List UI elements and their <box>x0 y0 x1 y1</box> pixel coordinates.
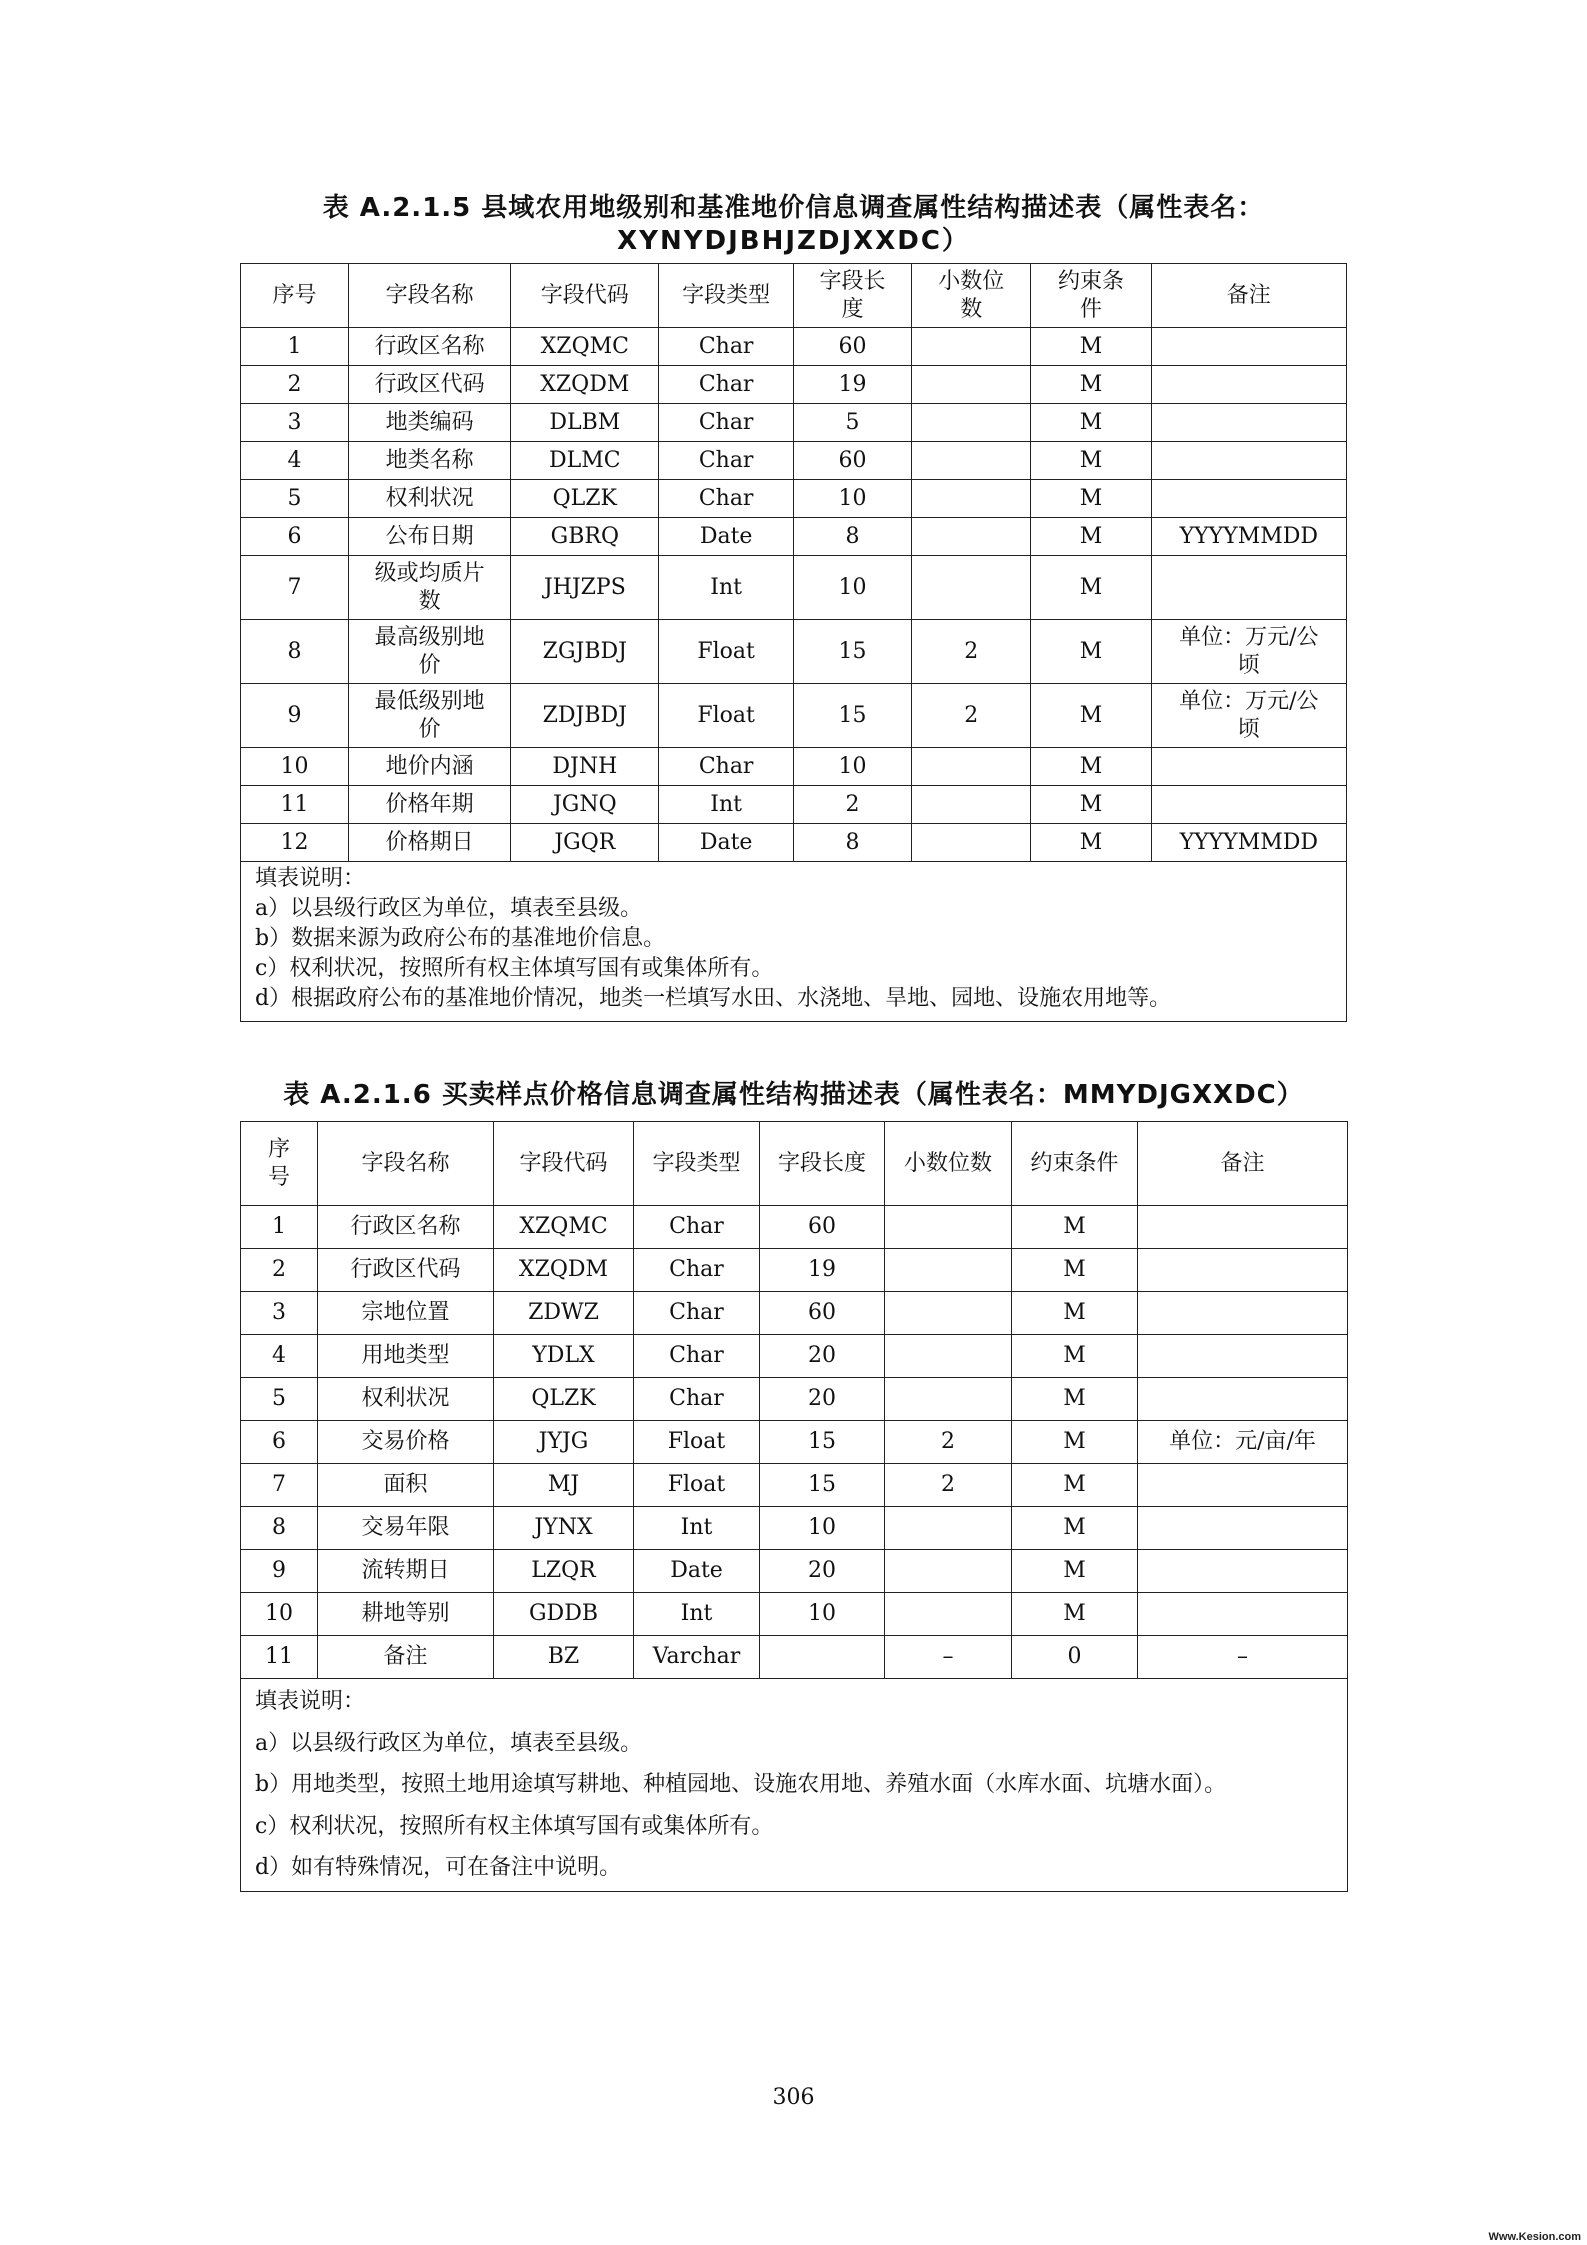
cell-remark <box>1138 1378 1348 1421</box>
header-seq: 序 号 <box>241 1122 318 1206</box>
watermark: Www.Kesion.com <box>1488 2231 1581 2243</box>
cell-decimals <box>885 1335 1012 1378</box>
cell-field-type: Varchar <box>634 1636 760 1679</box>
cell-remark <box>1151 786 1346 824</box>
cell-decimals <box>885 1550 1012 1593</box>
header-field-name: 字段名称 <box>318 1122 494 1206</box>
table1-header-row <box>241 264 1347 328</box>
cell-field-name: 面积 <box>318 1464 494 1507</box>
cell-field-type: Int <box>659 786 794 824</box>
cell-remark <box>1138 1335 1348 1378</box>
table-row <box>241 824 1347 862</box>
cell-field-code: DLBM <box>511 404 659 442</box>
cell-field-type: Char <box>659 480 794 518</box>
cell-seq: 9 <box>241 1550 318 1593</box>
cell-seq: 8 <box>241 1507 318 1550</box>
cell-remark: YYYYMMDD <box>1151 824 1346 862</box>
table-row <box>241 1249 1348 1292</box>
cell-decimals <box>912 328 1031 366</box>
cell-seq: 11 <box>241 1636 318 1679</box>
cell-field-type: Char <box>659 748 794 786</box>
cell-field-code: JGQR <box>511 824 659 862</box>
cell-field-type: Char <box>659 328 794 366</box>
cell-field-code: JHJZPS <box>511 556 659 620</box>
table-row <box>241 1335 1348 1378</box>
cell-field-name: 行政区代码 <box>348 366 510 404</box>
cell-seq: 10 <box>241 748 349 786</box>
note-item: d）根据政府公布的基准地价情况，地类一栏填写水田、水浇地、旱地、园地、设施农用地等。 <box>255 986 1172 1011</box>
cell-seq: 5 <box>241 480 349 518</box>
table2-body <box>241 1206 1348 1892</box>
cell-field-name: 流转期日 <box>318 1550 494 1593</box>
cell-field-name: 备注 <box>318 1636 494 1679</box>
cell-field-length: 20 <box>760 1550 885 1593</box>
table2 <box>240 1121 1348 1892</box>
note-item: c）权利状况，按照所有权主体填写国有或集体所有。 <box>255 1813 774 1839</box>
cell-seq: 1 <box>241 328 349 366</box>
cell-constraint: M <box>1012 1292 1138 1335</box>
notes-heading: 填表说明： <box>255 1689 366 1714</box>
cell-field-code: JYNX <box>494 1507 634 1550</box>
cell-field-code: GDDB <box>494 1593 634 1636</box>
cell-decimals <box>885 1507 1012 1550</box>
cell-constraint: M <box>1031 620 1151 684</box>
cell-remark <box>1138 1206 1348 1249</box>
cell-field-name: 行政区名称 <box>348 328 510 366</box>
table-row <box>241 684 1347 748</box>
cell-seq: 4 <box>241 442 349 480</box>
cell-remark <box>1138 1550 1348 1593</box>
cell-decimals: – <box>885 1636 1012 1679</box>
cell-field-name: 交易价格 <box>318 1421 494 1464</box>
cell-seq: 4 <box>241 1335 318 1378</box>
cell-field-length: 15 <box>760 1464 885 1507</box>
cell-field-type: Date <box>634 1550 760 1593</box>
table-row <box>241 1206 1348 1249</box>
cell-field-code: DJNH <box>511 748 659 786</box>
cell-remark <box>1151 404 1346 442</box>
cell-seq: 1 <box>241 1206 318 1249</box>
table-row <box>241 1292 1348 1335</box>
cell-field-length: 15 <box>793 684 911 748</box>
cell-remark <box>1138 1292 1348 1335</box>
cell-field-type: Date <box>659 824 794 862</box>
cell-field-code: DLMC <box>511 442 659 480</box>
cell-field-code: XZQDM <box>511 366 659 404</box>
cell-field-length: 15 <box>760 1421 885 1464</box>
cell-decimals <box>912 556 1031 620</box>
cell-field-name: 用地类型 <box>318 1335 494 1378</box>
cell-remark: 单位：万元/公 顷 <box>1151 684 1346 748</box>
cell-seq: 2 <box>241 366 349 404</box>
cell-constraint: M <box>1012 1335 1138 1378</box>
table-row <box>241 620 1347 684</box>
table-row <box>241 748 1347 786</box>
page-number: 306 <box>772 2085 815 2110</box>
header-field-code: 字段代码 <box>511 264 659 328</box>
cell-field-type: Float <box>634 1421 760 1464</box>
cell-field-length: 20 <box>760 1378 885 1421</box>
cell-field-name: 地类名称 <box>348 442 510 480</box>
cell-decimals <box>912 404 1031 442</box>
cell-constraint: M <box>1012 1507 1138 1550</box>
cell-constraint: M <box>1031 404 1151 442</box>
cell-constraint: M <box>1031 824 1151 862</box>
cell-constraint: M <box>1031 480 1151 518</box>
cell-decimals <box>885 1249 1012 1292</box>
cell-field-type: Int <box>634 1507 760 1550</box>
cell-decimals <box>912 366 1031 404</box>
header-field-code: 字段代码 <box>494 1122 634 1206</box>
cell-field-name: 宗地位置 <box>318 1292 494 1335</box>
cell-decimals <box>912 518 1031 556</box>
header-field-type: 字段类型 <box>659 264 794 328</box>
cell-field-code: XZQMC <box>494 1206 634 1249</box>
cell-field-type: Char <box>634 1249 760 1292</box>
cell-field-type: Char <box>634 1292 760 1335</box>
note-item: b）数据来源为政府公布的基准地价信息。 <box>255 926 666 951</box>
cell-field-length <box>760 1636 885 1679</box>
cell-constraint: M <box>1012 1593 1138 1636</box>
cell-field-length: 10 <box>793 480 911 518</box>
cell-decimals <box>912 442 1031 480</box>
cell-field-name: 级或均质片 数 <box>348 556 510 620</box>
cell-constraint: M <box>1012 1464 1138 1507</box>
header-constraint: 约束条件 <box>1012 1122 1138 1206</box>
cell-field-type: Date <box>659 518 794 556</box>
cell-remark <box>1151 328 1346 366</box>
cell-field-length: 60 <box>760 1292 885 1335</box>
table-row <box>241 1464 1348 1507</box>
fill-instructions <box>241 862 1347 1022</box>
cell-remark <box>1151 556 1346 620</box>
cell-field-name: 耕地等别 <box>318 1593 494 1636</box>
cell-remark <box>1151 366 1346 404</box>
header-field-type: 字段类型 <box>634 1122 760 1206</box>
cell-field-length: 10 <box>793 748 911 786</box>
cell-field-length: 19 <box>760 1249 885 1292</box>
table1-caption-line1: 表 A.2.1.5 县域农用地级别和基准地价信息调查属性结构描述表（属性表名： <box>322 193 1265 223</box>
cell-field-length: 60 <box>760 1206 885 1249</box>
cell-seq: 3 <box>241 1292 318 1335</box>
cell-field-length: 2 <box>793 786 911 824</box>
table1-body <box>241 328 1347 1022</box>
cell-field-name: 公布日期 <box>348 518 510 556</box>
cell-remark: – <box>1138 1636 1348 1679</box>
cell-field-code: XZQMC <box>511 328 659 366</box>
cell-remark <box>1138 1249 1348 1292</box>
table1 <box>240 263 1347 1022</box>
table-row <box>241 366 1347 404</box>
table2-caption: 表 A.2.1.6 买卖样点价格信息调查属性结构描述表（属性表名：MMYDJGXXDC） <box>283 1080 1304 1110</box>
cell-field-length: 15 <box>793 620 911 684</box>
cell-remark <box>1138 1593 1348 1636</box>
table2-notes-row <box>241 1679 1348 1892</box>
cell-field-code: YDLX <box>494 1335 634 1378</box>
cell-seq: 11 <box>241 786 349 824</box>
cell-field-code: QLZK <box>494 1378 634 1421</box>
cell-remark <box>1138 1507 1348 1550</box>
table-row <box>241 518 1347 556</box>
cell-field-length: 60 <box>793 328 911 366</box>
cell-field-name: 地价内涵 <box>348 748 510 786</box>
cell-seq: 7 <box>241 1464 318 1507</box>
cell-field-code: ZGJBDJ <box>511 620 659 684</box>
cell-seq: 9 <box>241 684 349 748</box>
cell-field-length: 19 <box>793 366 911 404</box>
cell-field-name: 最高级别地 价 <box>348 620 510 684</box>
cell-seq: 3 <box>241 404 349 442</box>
header-remark: 备注 <box>1138 1122 1348 1206</box>
cell-field-code: ZDWZ <box>494 1292 634 1335</box>
cell-decimals <box>885 1206 1012 1249</box>
cell-seq: 6 <box>241 518 349 556</box>
cell-decimals: 2 <box>885 1464 1012 1507</box>
table2-header-row <box>241 1122 1348 1206</box>
header-decimals: 小数位数 <box>885 1122 1012 1206</box>
cell-field-type: Char <box>634 1378 760 1421</box>
fill-instructions <box>241 1679 1348 1892</box>
table1-notes-row <box>241 862 1347 1022</box>
table-row <box>241 1378 1348 1421</box>
cell-field-code: JGNQ <box>511 786 659 824</box>
cell-field-type: Char <box>634 1335 760 1378</box>
header-seq: 序号 <box>241 264 349 328</box>
table1-caption-line2: XYNYDJBHJZDJXXDC） <box>617 226 970 256</box>
table-row <box>241 1593 1348 1636</box>
table-row <box>241 1421 1348 1464</box>
table-row <box>241 442 1347 480</box>
cell-field-name: 交易年限 <box>318 1507 494 1550</box>
cell-seq: 12 <box>241 824 349 862</box>
cell-decimals <box>912 824 1031 862</box>
cell-seq: 2 <box>241 1249 318 1292</box>
cell-field-code: JYJG <box>494 1421 634 1464</box>
header-field-name: 字段名称 <box>348 264 510 328</box>
cell-constraint: 0 <box>1012 1636 1138 1679</box>
cell-constraint: M <box>1012 1550 1138 1593</box>
header-field-length: 字段长 度 <box>793 264 911 328</box>
cell-remark <box>1151 748 1346 786</box>
table-row <box>241 1550 1348 1593</box>
cell-constraint: M <box>1031 786 1151 824</box>
cell-field-name: 最低级别地 价 <box>348 684 510 748</box>
cell-field-type: Char <box>659 404 794 442</box>
cell-field-code: ZDJBDJ <box>511 684 659 748</box>
cell-constraint: M <box>1031 684 1151 748</box>
cell-field-type: Int <box>634 1593 760 1636</box>
header-decimals: 小数位 数 <box>912 264 1031 328</box>
note-item: b）用地类型，按照土地用途填写耕地、种植园地、设施农用地、养殖水面（水库水面、坑塘水面）。 <box>255 1772 1227 1797</box>
cell-seq: 10 <box>241 1593 318 1636</box>
cell-remark: YYYYMMDD <box>1151 518 1346 556</box>
cell-constraint: M <box>1012 1206 1138 1249</box>
note-item: a）以县级行政区为单位，填表至县级。 <box>255 896 643 921</box>
table1-header <box>241 264 1347 328</box>
cell-field-type: Char <box>634 1206 760 1249</box>
note-item: c）权利状况，按照所有权主体填写国有或集体所有。 <box>255 956 774 981</box>
cell-field-type: Int <box>659 556 794 620</box>
cell-field-name: 价格年期 <box>348 786 510 824</box>
cell-field-code: QLZK <box>511 480 659 518</box>
cell-decimals: 2 <box>885 1421 1012 1464</box>
cell-constraint: M <box>1031 748 1151 786</box>
cell-field-length: 8 <box>793 518 911 556</box>
cell-field-code: LZQR <box>494 1550 634 1593</box>
table-row <box>241 328 1347 366</box>
table-row <box>241 404 1347 442</box>
cell-decimals <box>912 748 1031 786</box>
cell-field-length: 60 <box>793 442 911 480</box>
cell-field-length: 10 <box>760 1593 885 1636</box>
cell-decimals <box>885 1292 1012 1335</box>
header-constraint: 约束条 件 <box>1031 264 1151 328</box>
cell-constraint: M <box>1012 1421 1138 1464</box>
cell-seq: 6 <box>241 1421 318 1464</box>
table-row <box>241 556 1347 620</box>
cell-field-type: Char <box>659 366 794 404</box>
cell-decimals <box>885 1378 1012 1421</box>
cell-decimals: 2 <box>912 620 1031 684</box>
cell-field-type: Char <box>659 442 794 480</box>
cell-field-type: Float <box>634 1464 760 1507</box>
header-field-length: 字段长度 <box>760 1122 885 1206</box>
cell-constraint: M <box>1031 366 1151 404</box>
table-row <box>241 1507 1348 1550</box>
cell-constraint: M <box>1031 518 1151 556</box>
cell-field-code: XZQDM <box>494 1249 634 1292</box>
cell-field-type: Float <box>659 620 794 684</box>
cell-field-name: 价格期日 <box>348 824 510 862</box>
cell-field-length: 10 <box>760 1507 885 1550</box>
cell-constraint: M <box>1012 1378 1138 1421</box>
cell-constraint: M <box>1031 442 1151 480</box>
cell-field-name: 权利状况 <box>348 480 510 518</box>
cell-decimals <box>885 1593 1012 1636</box>
table-row <box>241 786 1347 824</box>
cell-field-name: 行政区名称 <box>318 1206 494 1249</box>
cell-field-length: 20 <box>760 1335 885 1378</box>
cell-field-length: 10 <box>793 556 911 620</box>
cell-field-code: GBRQ <box>511 518 659 556</box>
note-item: a）以县级行政区为单位，填表至县级。 <box>255 1730 643 1756</box>
cell-field-length: 5 <box>793 404 911 442</box>
cell-seq: 7 <box>241 556 349 620</box>
cell-constraint: M <box>1031 328 1151 366</box>
header-remark: 备注 <box>1151 264 1346 328</box>
cell-constraint: M <box>1012 1249 1138 1292</box>
cell-decimals <box>912 786 1031 824</box>
cell-decimals <box>912 480 1031 518</box>
cell-decimals: 2 <box>912 684 1031 748</box>
cell-remark: 单位：元/亩/年 <box>1138 1421 1348 1464</box>
cell-remark <box>1151 442 1346 480</box>
cell-remark: 单位：万元/公 顷 <box>1151 620 1346 684</box>
cell-field-name: 行政区代码 <box>318 1249 494 1292</box>
table-row <box>241 480 1347 518</box>
cell-constraint: M <box>1031 556 1151 620</box>
cell-field-type: Float <box>659 684 794 748</box>
cell-seq: 8 <box>241 620 349 684</box>
cell-remark <box>1151 480 1346 518</box>
cell-remark <box>1138 1464 1348 1507</box>
note-item: d）如有特殊情况，可在备注中说明。 <box>255 1855 622 1880</box>
table-row <box>241 1636 1348 1679</box>
cell-field-name: 权利状况 <box>318 1378 494 1421</box>
cell-field-name: 地类编码 <box>348 404 510 442</box>
cell-field-code: BZ <box>494 1636 634 1679</box>
notes-heading: 填表说明： <box>255 866 366 891</box>
cell-field-length: 8 <box>793 824 911 862</box>
table1-caption <box>240 192 1347 258</box>
cell-seq: 5 <box>241 1378 318 1421</box>
cell-field-code: MJ <box>494 1464 634 1507</box>
table2-header <box>241 1122 1348 1206</box>
